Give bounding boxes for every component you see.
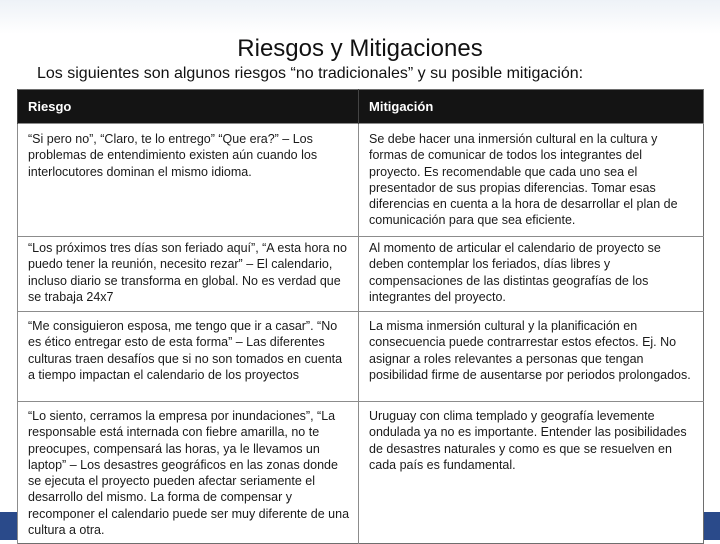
table-row xyxy=(18,402,704,544)
header-mitigation: Mitigación xyxy=(359,90,704,124)
header-risk: Riesgo xyxy=(18,90,359,124)
table-row xyxy=(18,124,704,237)
risks-table xyxy=(17,89,704,544)
risk-cell: “Me consiguieron esposa, me tengo que ir a casar”. “No es ético entregar esto de esta forma” – Las diferentes culturas traen desafíos que si no son tomados en cuenta a tiempo impactan el calendario de los proyectos xyxy=(18,312,359,402)
mitigation-cell: Uruguay con clima templado y geografía levemente ondulada ya no es importante. Entender las posibilidades de desastres naturales y como es que se resuelven en cada país es fundamental. xyxy=(359,402,704,544)
slide-subtitle: Los siguientes son algunos riesgos “no tradicionales” y su posible mitigación: xyxy=(37,65,584,82)
slide-title: Riesgos y Mitigaciones xyxy=(237,35,483,62)
risk-cell: “Los próximos tres días son feriado aquí”, “A esta hora no puedo tener la reunión, necesito rezar” – El calendario, incluso diario se transforma en global. No es verdad que se trabaja 24x7 xyxy=(18,237,359,312)
table-row xyxy=(18,237,704,312)
mitigation-cell: La misma inmersión cultural y la planificación en consecuencia puede contrarrestar estos efectos. Ej. No asignar a roles relevantes a personas que tengan posibilidad firme de ausentarse por periodos prolongados. xyxy=(359,312,704,402)
slide-top-band xyxy=(0,0,720,34)
mitigation-cell: Se debe hacer una inmersión cultural en la cultura y formas de comunicar de todos los integrantes del proyecto. Es recomendable que cada uno sea el presentador de sus propias diferencias. Tomar esas diferencias en cuenta a la hora de desarrollar el plan de comunicación para que sea eficiente. xyxy=(359,124,704,237)
risk-cell: “Lo siento, cerramos la empresa por inundaciones”, “La responsable está internada con fiebre amarilla, no te preocupes, compensará las horas, ya le llevamos un laptop” – Los desastres geográficos en las zonas donde se ejecuta el proyecto pueden afectar seriamente el desarrollo del mismo. La forma de compensar y recomponer el calendario puede ser muy diferente de una cultura a otra. xyxy=(18,402,359,544)
table-header-row xyxy=(18,90,704,124)
table-row xyxy=(18,312,704,402)
risk-cell: “Si pero no”, “Claro, te lo entrego” “Que era?” – Los problemas de entendimiento existen aún cuando los interlocutores dominan el mismo idioma. xyxy=(18,124,359,237)
mitigation-cell: Al momento de articular el calendario de proyecto se deben contemplar los feriados, días libres y compensaciones de las distintas geografías de los integrantes del proyecto. xyxy=(359,237,704,312)
